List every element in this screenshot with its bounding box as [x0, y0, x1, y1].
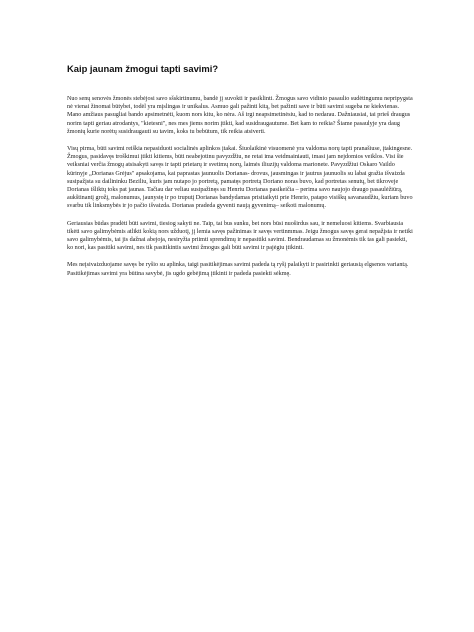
- paragraph-2: Visų pirma, būti savimi reiškia nepasiduoti socialinės aplinkos įtakai. Šiuolaikinė visuomenė yra valdoma norų tapti pranašiuse, įtakingesne. Žmogus, pasidavęs troškimui įtikti kitiems, būti neabejotinu pavyzdžiu, ne retai ima veidmainiauti, imasi jam nejdomios veiklos. Visi šie veiksniai verčia žmogų atsisakyti savęs ir tapti prietarų ir svetimų norų, laimės iliuzijų valdoma marionete. Pavyzdžiui Oskaro Vaildo kūrinyje „Dorianas Grėjus" apsakojama, kai paprastas jaunuolis Dorianas- drovus, jausmingas ir jautrus jaunuolis su labai gražia išvaizda susipažįsta su dailininku Beziliu, kuris jam nutapo jo portretą, pamatęs portretą Doriano noras buvo, kad portretas senutų, bet tikroveje Dorianas išliktų toks pat jaunas. Tačiau dar veliau susipažinęs su Henriu Dorianas pasikeičia – perima savo naujojo draugo pasaulėžiūrą, aukštinantį grožį, malonumus, jaunystę ir po truputį Dorianas bandydamas prisitaikyti prie Henrio, patapo visiškų savanaudžiu, kuriam buvo svarbu tik linksmybės ir jo pačio išvaizda. Dorianas pradeda gyventi naują gyvenimą– seikoti malonumų.: [67, 146, 413, 210]
- paragraph-1: Nuo senų senovės žmonės stebėjosi savo sšskirtinumu, bandė jį suvokti ir pasiklinti. Žmogus savo vidinio pasaulio sudėtingumu nepripygsta nė vienai žinomai būtybei, todėl yra mįslingas ir unikalus. Asmuo gali pažinti kitą, bet pažinti save ir būti savimi sugeba ne kiekvienas. Mano amžiaus pasugliai bando apsimetnėti, kuom nors kitu, ko nėra. Aš irgi neapsimetinėsiu, kad to nedarau. Dažniausiai, tai prieš draugus norim tapti geriau atrodantys, "kietesni", nes mes jiems norim įtikti, kad susidraugautume. Bet kam to reikia? Šiame pasaulyje yra daug žmonių kurie norėtų susidraugauti su tavim, koks tu bebūtum, tik reikia atsiverti.: [67, 96, 413, 135]
- document-title: Kaip jaunam žmogui tapti savimi?: [67, 63, 219, 74]
- paragraph-3: Geriausias būdas pradėti būti savimi, tiesiog sakyti ne. Taip, tai bus sunku, bet nors būsi nuoširdus sau, ir nemeluosi kitiems. Svarbiausia tikėti savo galimybėmis atlikti kokią nors užduotį, jį lemia savęs pažinimas ir savęs vertinmmas. Jeigu žmogus savęs gerai nepažįsta ir netiki savo galimybėmis, tai jis dažnai abejoja, nesiryžta priimti sprendimų ir nepasitiki savimi. Bendraudamas su žmonėmis tik tas gali pasiekti, ko nori, kas pasitiki savimi, nes tik pasitikintis savimi žmogus gali būti savimi ir pajėgiu įtikinti.: [67, 220, 413, 252]
- document-body: [67, 95, 413, 287]
- paragraph-4: Mes neįsivaizduojame savęs be ryšio su aplinka, taigi pasitikėjimas savimi padeda tą ryšį palaikyti ir pasirinkti geriausią elgsenos variantą. Pasitikėjimas savimi yra būtina savybė, jis ugdo gebėjimą įtikinti ir padeda pasiekti sėkmę.: [67, 262, 409, 277]
